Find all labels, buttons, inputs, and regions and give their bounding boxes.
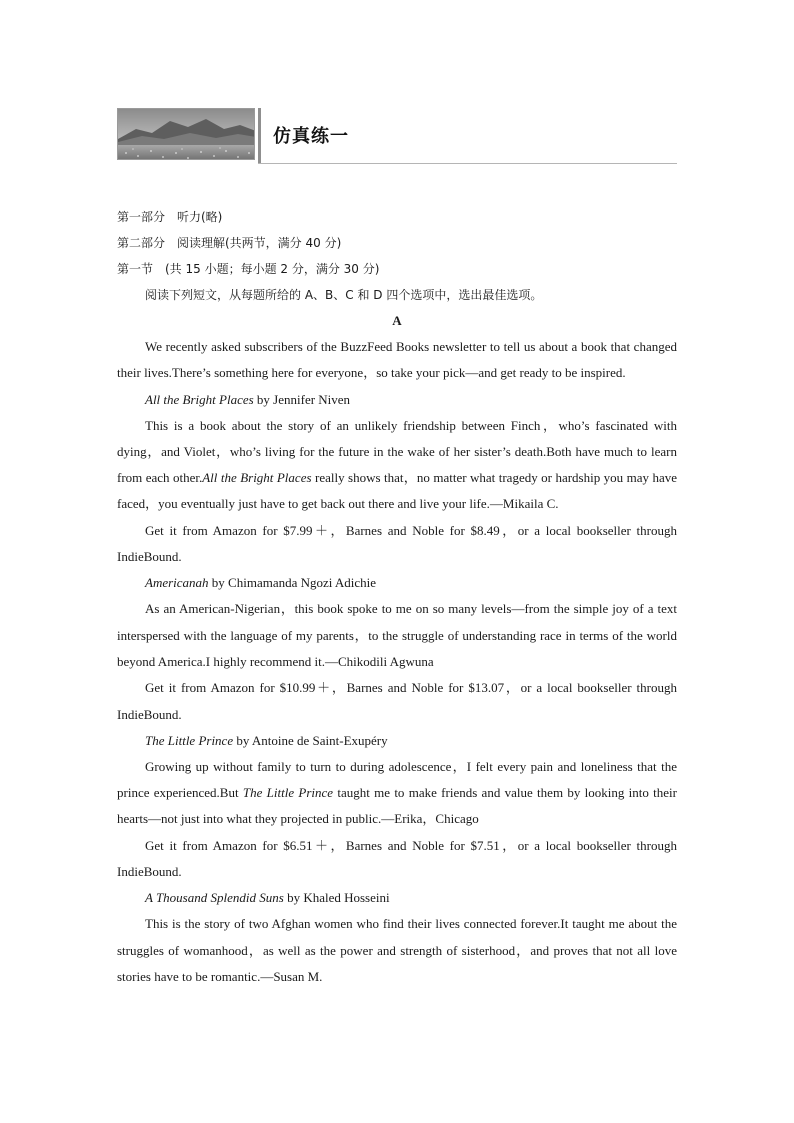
book-heading [117, 570, 677, 596]
review-text: taught me to make friends and value them by looking into their hearts—not just into what they projected in public.—Erika，Chicago [117, 785, 677, 827]
header-divider-bar [258, 108, 261, 164]
banner-image-icon [118, 109, 255, 160]
book-author: by Jennifer Niven [253, 391, 351, 407]
book-author: by Antoine de Saint-Exupéry [233, 732, 388, 748]
book-review: As an American-Nigerian，this book spoke to me on so many levels—from the simple joy of a text interspersed with the language of my parents，to the struggle of understanding race in terms of the world beyond America.I highly recommend it.—Chikodili Agwuna [117, 601, 677, 669]
book-purchase-info: Get it from Amazon for $7.99＋，Barnes and Noble for $8.49，or a local bookseller through IndieBound. [117, 522, 677, 565]
review-text: This is a book about the story of an unlikely friendship between Finch，who’s fascinated with dying，and Violet，who’s living for the future in the wake of her sister’s death.Both have much to learn from each other. [117, 417, 677, 486]
part1-heading: 第一部分 听力(略) [117, 210, 223, 224]
header-underline [258, 163, 677, 164]
book-review [117, 413, 677, 518]
review-title-mention: All the Bright Places [202, 470, 312, 486]
mountain-landscape-photo [117, 108, 255, 160]
book-review: This is the story of two Afghan women who find their lives connected forever.It taught me about the struggles of womanhood，as well as the power and strength of sisterhood，and proves that not all love stories have to be romantic.—Susan M. [117, 916, 677, 984]
passage-intro: We recently asked subscribers of the BuzzFeed Books newsletter to tell us about a book that changed their lives.There’s something here for everyone，so take your pick—and get ready to be inspired. [117, 339, 677, 381]
book-title: A Thousand Splendid Suns [145, 890, 284, 906]
book-heading [117, 728, 677, 754]
document-body [117, 204, 677, 990]
book-author: by Khaled Hosseini [283, 890, 390, 906]
book-heading [117, 387, 677, 413]
review-text: really shows that，no matter what tragedy or hardship you may have faced，you eventually just have to get back out there and live your life.—Mikaila C. [117, 470, 678, 512]
section1-heading: 第一节 (共 15 小题；每小题 2 分，满分 30 分) [117, 262, 380, 276]
review-title-mention: The Little Prince [242, 785, 334, 801]
page-title: 仿真练一 [273, 126, 349, 147]
part2-heading: 第二部分 阅读理解(共两节，满分 40 分) [117, 236, 342, 250]
book-author: by Chimamanda Ngozi Adichie [208, 575, 377, 591]
page-header [117, 108, 677, 164]
instructions: 阅读下列短文，从每题所给的 A、B、C 和 D 四个选项中，选出最佳选项。 [145, 288, 543, 302]
book-purchase-info: Get it from Amazon for $6.51＋，Barnes and Noble for $7.51，or a local bookseller through IndieBound. [117, 837, 677, 880]
book-title: All the Bright Places [145, 391, 254, 407]
book-title: Americanah [145, 575, 209, 591]
passage-label: A [392, 313, 402, 328]
book-purchase-info: Get it from Amazon for $10.99＋，Barnes and Noble for $13.07，or a local bookseller through IndieBound. [117, 680, 677, 722]
review-text: Growing up without family to turn to during adolescence，I felt every pain and loneliness that the prince experienced.But [117, 758, 677, 801]
book-heading [117, 885, 677, 911]
book-title: The Little Prince [145, 732, 234, 748]
book-review [117, 754, 677, 833]
